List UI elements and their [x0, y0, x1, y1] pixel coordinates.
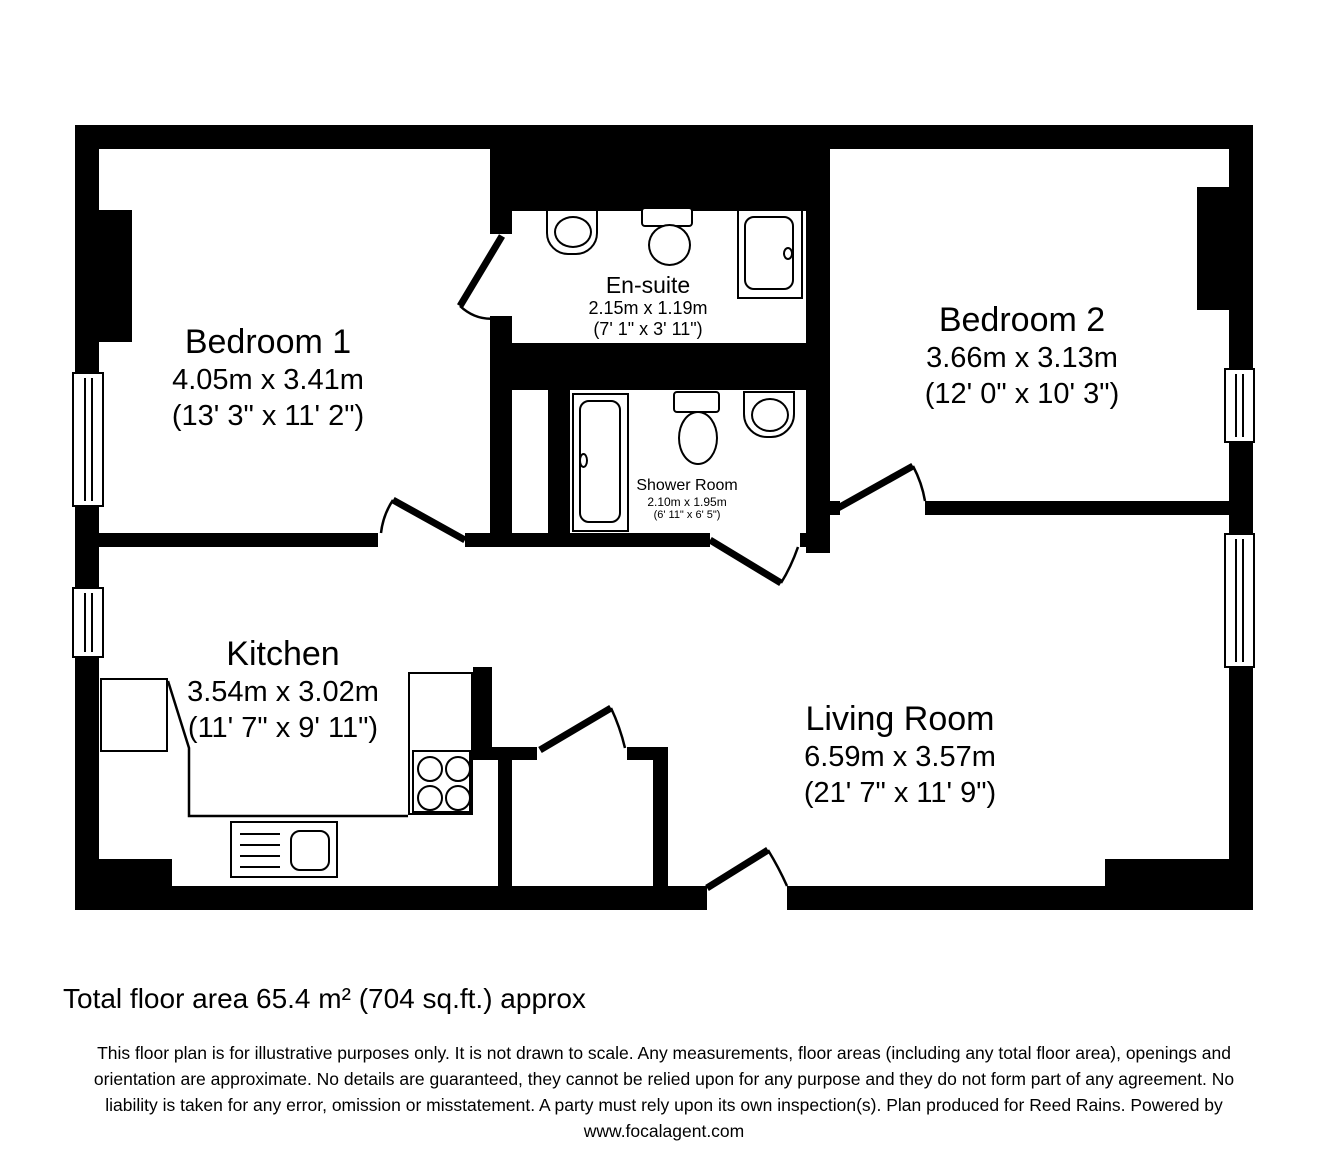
door-arc — [381, 500, 393, 533]
wall-bedroom2-bottom-stub — [830, 501, 840, 515]
wall-hall-right — [653, 760, 668, 890]
room-dims-imperial: (12' 0" x 10' 3") — [924, 378, 1120, 410]
sink-bowl — [290, 830, 330, 871]
door-bedroom1 — [381, 500, 465, 540]
wall-divider-left — [75, 533, 378, 547]
wall-bottom-step-left — [97, 859, 172, 888]
wall-ensuite-bottom — [505, 343, 830, 390]
disclaimer-website: www.focalagent.com — [583, 1121, 745, 1141]
room-label-bedroom1 — [172, 322, 364, 434]
wall-shower-door-stub — [800, 533, 830, 547]
window-pane — [84, 593, 93, 652]
door-leaf — [460, 236, 502, 306]
window-kitchen — [72, 587, 104, 658]
room-name: Living Room — [805, 700, 995, 738]
disclaimer — [0, 1040, 1328, 1144]
room-label-bedroom2 — [925, 300, 1119, 412]
door-arc — [611, 708, 625, 748]
door-bedroom2 — [838, 466, 925, 508]
door-ensuite — [460, 236, 502, 319]
window-pane — [1235, 539, 1244, 662]
room-label-living-room — [804, 699, 996, 811]
room-dims-metric: 2.10m x 1.95m — [647, 495, 727, 509]
wall-divider-mid — [465, 533, 710, 547]
room-dims-imperial: (7' 1" x 3' 11") — [593, 319, 703, 339]
toilet-cistern-icon — [673, 391, 720, 413]
room-name: Kitchen — [226, 635, 340, 673]
window-bedroom1 — [72, 372, 104, 507]
room-label-ensuite — [588, 272, 707, 340]
wall-bedroom2-left — [806, 149, 830, 553]
room-name: En-suite — [605, 272, 691, 298]
wall-outer-left — [75, 125, 99, 910]
door-arc — [781, 547, 798, 583]
wall-outer-top — [75, 125, 1253, 149]
wall-kitchen-stub — [473, 667, 492, 753]
drainer-line — [240, 833, 280, 835]
window-pane — [84, 378, 93, 501]
door-arc — [913, 466, 925, 501]
disclaimer-line: orientation are approximate. No details are guaranteed, they cannot be relied upon for any purpose and they do not form part of any agreement. No — [93, 1069, 1235, 1089]
room-dims-metric: 2.15m x 1.19m — [588, 298, 708, 318]
sink-unit-icon — [230, 821, 338, 878]
door-leaf — [540, 708, 611, 750]
wall-ensuite-top — [490, 149, 820, 211]
room-dims-metric: 4.05m x 3.41m — [172, 364, 364, 396]
door-leaf — [393, 500, 465, 540]
basin-bowl — [751, 398, 789, 432]
toilet-bowl-icon — [648, 224, 691, 266]
room-dims-imperial: (11' 7" x 9' 11") — [187, 712, 379, 744]
shower-tray-icon — [572, 393, 629, 532]
room-name: Bedroom 1 — [184, 323, 352, 361]
basin-bowl — [554, 216, 592, 248]
shower-tray-icon — [737, 209, 803, 299]
chimney-breast-bedroom1 — [97, 210, 132, 342]
hob-burner — [417, 756, 443, 782]
wall-outer-bottom-left — [75, 886, 707, 910]
disclaimer-line: liability is taken for any error, omission or misstatement. A party must rely upon its own inspection(s). Plan produced for Reed Rains. Powered by — [105, 1095, 1223, 1115]
drainer-line — [240, 866, 280, 868]
column-bedroom2 — [1197, 187, 1229, 310]
window-pane — [1235, 374, 1244, 437]
room-dims-imperial: (21' 7" x 11' 9") — [803, 777, 997, 809]
window-living-room — [1224, 533, 1255, 668]
room-dims-metric: 3.66m x 3.13m — [926, 342, 1118, 374]
wall-bedroom2-bottom — [925, 501, 1231, 515]
wall-hall-left — [498, 760, 512, 890]
room-dims-imperial: (6' 11" x 6' 5") — [653, 509, 721, 521]
toilet-bowl-icon — [678, 411, 718, 465]
door-leaf — [838, 466, 913, 508]
wall-outer-bottom-right — [787, 886, 1253, 910]
room-dims-imperial: (13' 3" x 11' 2") — [171, 400, 365, 432]
hob-burner — [445, 756, 471, 782]
basin-icon — [546, 209, 598, 255]
room-name: Shower Room — [636, 477, 738, 494]
shower-drain — [783, 247, 793, 260]
door-leaf — [707, 850, 768, 888]
wall-bottom-step-right — [1105, 859, 1253, 888]
wall-hall-top-right — [627, 747, 668, 760]
kitchen-counter-left — [100, 678, 168, 752]
drainer-line — [240, 844, 280, 846]
door-leaf — [710, 540, 781, 583]
room-label-shower-room — [636, 477, 737, 522]
door-entrance — [707, 850, 787, 888]
wall-shower-left — [548, 390, 570, 547]
room-label-kitchen — [187, 634, 379, 746]
disclaimer-line: This floor plan is for illustrative purposes only. It is not drawn to scale. Any measurements, floor areas (including any total floor area), openings and — [97, 1043, 1231, 1063]
door-arc — [768, 850, 787, 886]
shower-drain — [579, 453, 588, 468]
wall-bedroom1-right-upper — [490, 149, 512, 234]
room-name: Bedroom 2 — [938, 301, 1106, 339]
door-hall — [540, 708, 625, 750]
hob-burner — [445, 785, 471, 811]
hob-burner — [417, 785, 443, 811]
door-shower-room — [710, 540, 798, 583]
basin-icon — [743, 391, 795, 438]
room-dims-metric: 6.59m x 3.57m — [804, 741, 996, 773]
drainer-line — [240, 855, 280, 857]
window-bedroom2 — [1224, 368, 1255, 443]
wall-outer-right — [1229, 125, 1253, 910]
hob-icon — [412, 750, 471, 813]
room-dims-metric: 3.54m x 3.02m — [187, 676, 379, 708]
wall-hall-top-left — [473, 747, 537, 760]
total-floor-area: Total floor area 65.4 m² (704 sq.ft.) approx — [63, 983, 586, 1014]
